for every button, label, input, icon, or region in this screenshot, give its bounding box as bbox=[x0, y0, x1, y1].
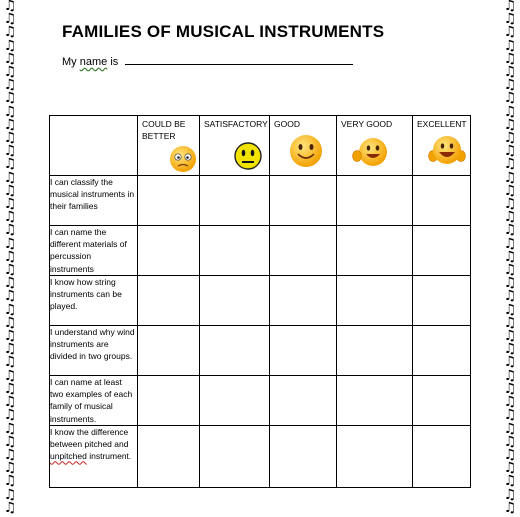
cheering-face-icon bbox=[427, 132, 467, 170]
rating-cell[interactable] bbox=[270, 276, 337, 326]
rating-column-very-good bbox=[337, 116, 413, 176]
rating-cell[interactable] bbox=[200, 376, 270, 426]
music-note-icon: ♫ bbox=[503, 341, 517, 358]
rating-cell[interactable] bbox=[337, 276, 413, 326]
rating-label: COULD BE BETTER bbox=[142, 119, 186, 141]
rating-cell[interactable] bbox=[270, 376, 337, 426]
table-row bbox=[50, 326, 471, 376]
rating-cell[interactable] bbox=[337, 326, 413, 376]
music-note-icon: ♫ bbox=[3, 103, 17, 120]
music-note-icon: ♫ bbox=[3, 420, 17, 437]
music-note-icon: ♫ bbox=[503, 499, 517, 516]
music-note-icon: ♫ bbox=[3, 11, 17, 28]
right-music-note-border bbox=[500, 0, 520, 517]
music-note-icon: ♫ bbox=[3, 407, 17, 424]
music-note-icon: ♫ bbox=[503, 328, 517, 345]
music-note-icon: ♫ bbox=[503, 169, 517, 186]
rating-cell[interactable] bbox=[413, 176, 471, 226]
name-field[interactable] bbox=[62, 56, 353, 68]
rating-cell[interactable] bbox=[200, 176, 270, 226]
rating-label: VERY GOOD bbox=[341, 119, 393, 129]
rating-cell[interactable] bbox=[413, 326, 471, 376]
table-row bbox=[50, 176, 471, 226]
rating-cell[interactable] bbox=[413, 276, 471, 326]
rating-cell[interactable] bbox=[270, 176, 337, 226]
rating-cell[interactable] bbox=[337, 376, 413, 426]
statement-cell: I know how string instruments can be played. bbox=[50, 276, 138, 326]
empty-corner-cell bbox=[50, 116, 138, 176]
rating-cell[interactable] bbox=[413, 376, 471, 426]
music-note-icon: ♫ bbox=[3, 143, 17, 160]
music-note-icon: ♫ bbox=[503, 354, 517, 371]
rating-cell[interactable] bbox=[138, 326, 200, 376]
statement-cell: I understand why wind instruments are divided in two groups. bbox=[50, 326, 138, 376]
music-note-icon: ♫ bbox=[503, 380, 517, 397]
name-label: My name is bbox=[62, 56, 119, 68]
rating-column-excellent bbox=[413, 116, 471, 176]
music-note-icon: ♫ bbox=[503, 407, 517, 424]
music-note-icon: ♫ bbox=[3, 169, 17, 186]
rating-header-row bbox=[50, 116, 471, 176]
music-note-icon: ♫ bbox=[3, 354, 17, 371]
music-note-icon: ♫ bbox=[503, 222, 517, 239]
music-note-icon: ♫ bbox=[503, 275, 517, 292]
page-title: FAMILIES OF MUSICAL INSTRUMENTS bbox=[62, 22, 385, 41]
music-note-icon: ♫ bbox=[503, 143, 517, 160]
music-note-icon: ♫ bbox=[3, 64, 17, 81]
left-music-note-border bbox=[0, 0, 20, 517]
music-note-icon: ♫ bbox=[3, 182, 17, 199]
music-note-icon: ♫ bbox=[3, 156, 17, 173]
rating-cell[interactable] bbox=[200, 326, 270, 376]
music-note-icon: ♫ bbox=[503, 77, 517, 94]
music-note-icon: ♫ bbox=[3, 473, 17, 490]
music-note-icon: ♫ bbox=[503, 301, 517, 318]
self-assessment-table bbox=[49, 115, 471, 488]
rating-cell[interactable] bbox=[270, 226, 337, 276]
music-note-icon: ♫ bbox=[3, 486, 17, 503]
music-note-icon: ♫ bbox=[3, 394, 17, 411]
music-note-icon: ♫ bbox=[3, 446, 17, 463]
music-note-icon: ♫ bbox=[503, 486, 517, 503]
music-note-icon: ♫ bbox=[503, 235, 517, 252]
rating-cell[interactable] bbox=[138, 176, 200, 226]
music-note-icon: ♫ bbox=[3, 248, 17, 265]
table-row bbox=[50, 226, 471, 276]
music-note-icon: ♫ bbox=[3, 499, 17, 516]
music-note-icon: ♫ bbox=[3, 222, 17, 239]
music-note-icon: ♫ bbox=[3, 288, 17, 305]
music-note-icon: ♫ bbox=[503, 182, 517, 199]
rating-label: SATISFACTORY bbox=[204, 119, 268, 129]
music-note-icon: ♫ bbox=[3, 77, 17, 94]
rating-cell[interactable] bbox=[413, 226, 471, 276]
music-note-icon: ♫ bbox=[503, 156, 517, 173]
table-row bbox=[50, 426, 471, 488]
table-row bbox=[50, 376, 471, 426]
rating-cell[interactable] bbox=[413, 426, 471, 488]
music-note-icon: ♫ bbox=[503, 11, 517, 28]
music-note-icon: ♫ bbox=[3, 209, 17, 226]
rating-cell[interactable] bbox=[337, 226, 413, 276]
statement-cell: I can classify the musical instruments in their families bbox=[50, 176, 138, 226]
music-note-icon: ♫ bbox=[3, 380, 17, 397]
music-note-icon: ♫ bbox=[503, 196, 517, 213]
music-note-icon: ♫ bbox=[503, 460, 517, 477]
rating-cell[interactable] bbox=[200, 276, 270, 326]
music-note-icon: ♫ bbox=[3, 433, 17, 450]
statement-cell: I can name the different materials of percussion instruments bbox=[50, 226, 138, 276]
rating-cell[interactable] bbox=[200, 426, 270, 488]
music-note-icon: ♫ bbox=[503, 420, 517, 437]
music-note-icon: ♫ bbox=[3, 0, 17, 14]
music-note-icon: ♫ bbox=[3, 50, 17, 67]
music-note-icon: ♫ bbox=[503, 262, 517, 279]
statement-cell: I can name at least two examples of each family of musical instruments. bbox=[50, 376, 138, 426]
rating-cell[interactable] bbox=[270, 326, 337, 376]
music-note-icon: ♫ bbox=[503, 37, 517, 54]
music-note-icon: ♫ bbox=[503, 209, 517, 226]
music-note-icon: ♫ bbox=[503, 0, 517, 14]
waving-face-icon bbox=[351, 134, 391, 170]
music-note-icon: ♫ bbox=[3, 196, 17, 213]
rating-cell[interactable] bbox=[138, 376, 200, 426]
rating-label: EXCELLENT bbox=[417, 119, 467, 129]
rating-column-could-be-better bbox=[138, 116, 200, 176]
music-note-icon: ♫ bbox=[503, 314, 517, 331]
music-note-icon: ♫ bbox=[503, 446, 517, 463]
music-note-icon: ♫ bbox=[3, 262, 17, 279]
music-note-icon: ♫ bbox=[3, 24, 17, 41]
music-note-icon: ♫ bbox=[3, 314, 17, 331]
music-note-icon: ♫ bbox=[3, 275, 17, 292]
smiling-face-icon bbox=[288, 133, 324, 169]
neutral-face-icon bbox=[233, 141, 263, 171]
music-note-icon: ♫ bbox=[3, 37, 17, 54]
rating-cell[interactable] bbox=[270, 426, 337, 488]
statement-cell: I know the difference between pitched and unpitched instrument. bbox=[50, 426, 138, 488]
music-note-icon: ♫ bbox=[503, 288, 517, 305]
rating-column-satisfactory bbox=[200, 116, 270, 176]
rating-cell[interactable] bbox=[138, 276, 200, 326]
music-note-icon: ♫ bbox=[503, 116, 517, 133]
rating-cell[interactable] bbox=[200, 226, 270, 276]
music-note-icon: ♫ bbox=[3, 90, 17, 107]
rating-column-good bbox=[270, 116, 337, 176]
music-note-icon: ♫ bbox=[503, 64, 517, 81]
table-row bbox=[50, 276, 471, 326]
rating-cell[interactable] bbox=[337, 176, 413, 226]
music-note-icon: ♫ bbox=[503, 130, 517, 147]
music-note-icon: ♫ bbox=[3, 130, 17, 147]
rating-label: GOOD bbox=[274, 119, 300, 129]
music-note-icon: ♫ bbox=[3, 116, 17, 133]
rating-cell[interactable] bbox=[138, 226, 200, 276]
rating-cell[interactable] bbox=[337, 426, 413, 488]
music-note-icon: ♫ bbox=[3, 460, 17, 477]
music-note-icon: ♫ bbox=[503, 103, 517, 120]
music-note-icon: ♫ bbox=[503, 394, 517, 411]
music-note-icon: ♫ bbox=[503, 248, 517, 265]
rating-cell[interactable] bbox=[138, 426, 200, 488]
music-note-icon: ♫ bbox=[503, 50, 517, 67]
music-note-icon: ♫ bbox=[3, 235, 17, 252]
music-note-icon: ♫ bbox=[503, 90, 517, 107]
music-note-icon: ♫ bbox=[3, 341, 17, 358]
confused-face-icon bbox=[168, 144, 198, 174]
music-note-icon: ♫ bbox=[503, 24, 517, 41]
music-note-icon: ♫ bbox=[3, 301, 17, 318]
music-note-icon: ♫ bbox=[503, 367, 517, 384]
music-note-icon: ♫ bbox=[503, 473, 517, 490]
music-note-icon: ♫ bbox=[3, 367, 17, 384]
name-blank-line[interactable] bbox=[125, 56, 353, 65]
music-note-icon: ♫ bbox=[3, 328, 17, 345]
music-note-icon: ♫ bbox=[503, 433, 517, 450]
